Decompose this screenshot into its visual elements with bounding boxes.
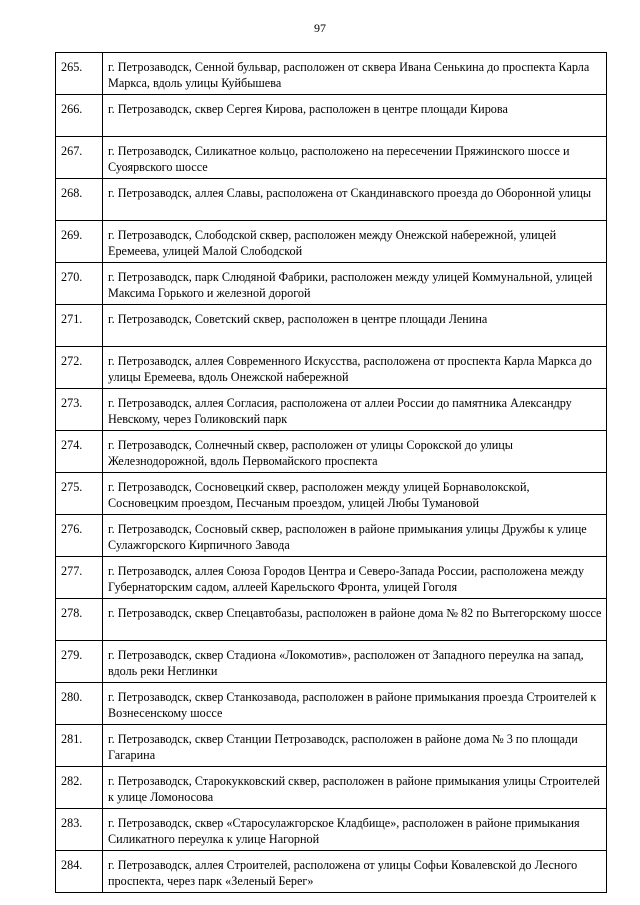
- row-description: г. Петрозаводск, сквер Сергея Кирова, расположен в центре площади Кирова: [103, 95, 607, 137]
- row-number: 270.: [56, 263, 103, 305]
- row-number: 269.: [56, 221, 103, 263]
- registry-table: [55, 52, 607, 893]
- table-row: [56, 473, 607, 515]
- row-number: 278.: [56, 599, 103, 641]
- row-description: г. Петрозаводск, сквер Стадиона «Локомотив», расположен от Западного переулка на запад, вдоль реки Неглинки: [103, 641, 607, 683]
- row-description: г. Петрозаводск, аллея Согласия, расположена от аллеи России до памятника Александру Невскому, через Голиковский парк: [103, 389, 607, 431]
- row-number: 272.: [56, 347, 103, 389]
- row-number: 273.: [56, 389, 103, 431]
- row-number: 277.: [56, 557, 103, 599]
- row-description: г. Петрозаводск, аллея Славы, расположена от Скандинавского проезда до Оборонной улицы: [103, 179, 607, 221]
- row-number: 271.: [56, 305, 103, 347]
- row-number: 268.: [56, 179, 103, 221]
- table-row: [56, 599, 607, 641]
- table-row: [56, 767, 607, 809]
- table-row: [56, 179, 607, 221]
- row-number: 276.: [56, 515, 103, 557]
- row-number: 266.: [56, 95, 103, 137]
- row-description: г. Петрозаводск, сквер Спецавтобазы, расположен в районе дома № 82 по Вытегорскому шоссе: [103, 599, 607, 641]
- row-description: г. Петрозаводск, Солнечный сквер, расположен от улицы Сорокской до улицы Железнодорожной, вдоль Первомайского проспекта: [103, 431, 607, 473]
- row-number: 283.: [56, 809, 103, 851]
- row-number: 281.: [56, 725, 103, 767]
- table-row: [56, 431, 607, 473]
- row-number: 274.: [56, 431, 103, 473]
- table-row: [56, 53, 607, 95]
- row-description: г. Петрозаводск, Силикатное кольцо, расположено на пересечении Пряжинского шоссе и Суоярвского шоссе: [103, 137, 607, 179]
- row-description: г. Петрозаводск, Сосновый сквер, расположен в районе примыкания улицы Дружбы к улице Сулажгорского Кирпичного Завода: [103, 515, 607, 557]
- table-row: [56, 683, 607, 725]
- registry-table-body: [56, 53, 607, 893]
- row-number: 275.: [56, 473, 103, 515]
- table-row: [56, 221, 607, 263]
- row-number: 279.: [56, 641, 103, 683]
- row-number: 282.: [56, 767, 103, 809]
- row-number: 284.: [56, 851, 103, 893]
- table-row: [56, 851, 607, 893]
- row-description: г. Петрозаводск, Сенной бульвар, расположен от сквера Ивана Сенькина до проспекта Карла Маркса, вдоль улицы Куйбышева: [103, 53, 607, 95]
- row-description: г. Петрозаводск, Сосновецкий сквер, расположен между улицей Борнаволокской, Сосновецким проездом, Песчаным проездом, улицей Любы Тумановой: [103, 473, 607, 515]
- table-row: [56, 809, 607, 851]
- row-description: г. Петрозаводск, аллея Строителей, расположена от улицы Софьи Ковалевской до Лесного проспекта, через парк «Зеленый Берег»: [103, 851, 607, 893]
- table-row: [56, 95, 607, 137]
- row-description: г. Петрозаводск, сквер Станкозавода, расположен в районе примыкания проезда Строителей к Вознесенскому шоссе: [103, 683, 607, 725]
- table-row: [56, 725, 607, 767]
- row-number: 280.: [56, 683, 103, 725]
- table-row: [56, 557, 607, 599]
- row-description: г. Петрозаводск, Старокукковский сквер, расположен в районе примыкания улицы Строителей к улице Ломоносова: [103, 767, 607, 809]
- row-description: г. Петрозаводск, сквер Станции Петрозаводск, расположен в районе дома № 3 по площади Гагарина: [103, 725, 607, 767]
- row-description: г. Петрозаводск, парк Слюдяной Фабрики, расположен между улицей Коммунальной, улицей Максима Горького и железной дорогой: [103, 263, 607, 305]
- row-number: 265.: [56, 53, 103, 95]
- row-description: г. Петрозаводск, аллея Союза Городов Центра и Северо-Запада России, расположена между Губернаторским садом, аллеей Карельского Фронта, улицей Гоголя: [103, 557, 607, 599]
- table-row: [56, 137, 607, 179]
- table-row: [56, 515, 607, 557]
- table-row: [56, 305, 607, 347]
- row-description: г. Петрозаводск, Слободской сквер, расположен между Онежской набережной, улицей Еремеева, улицей Малой Слободской: [103, 221, 607, 263]
- table-row: [56, 641, 607, 683]
- table-row: [56, 347, 607, 389]
- table-row: [56, 263, 607, 305]
- page-number: 97: [314, 21, 326, 35]
- row-number: 267.: [56, 137, 103, 179]
- row-description: г. Петрозаводск, аллея Современного Искусства, расположена от проспекта Карла Маркса до улицы Еремеева, вдоль Онежской набережной: [103, 347, 607, 389]
- row-description: г. Петрозаводск, Советский сквер, расположен в центре площади Ленина: [103, 305, 607, 347]
- row-description: г. Петрозаводск, сквер «Старосулажгорское Кладбище», расположен в районе примыкания Силикатного переулка к улице Нагорной: [103, 809, 607, 851]
- table-row: [56, 389, 607, 431]
